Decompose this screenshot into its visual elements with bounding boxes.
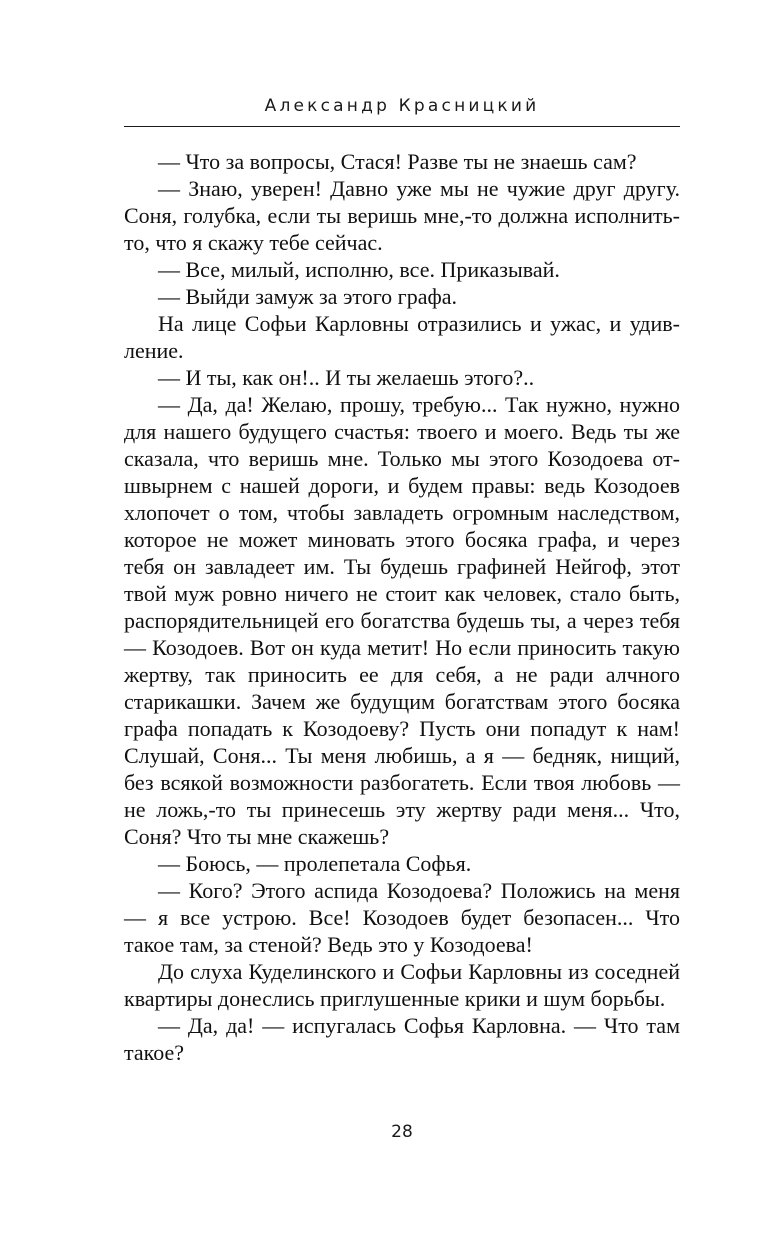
paragraph: До слуха Куделинского и Софьи Карловны из соседней квартиры донеслись приглушенные крики и шум борьбы. — [124, 959, 680, 1011]
paragraph: — Все, милый, исполню, все. Приказывай. — [158, 257, 560, 282]
paragraph: — Да, да! Желаю, прошу, требую... Так нужно, нужно для нашего будущего счастья: твоего и моего. Ведь ты же сказала, что веришь мне. Только мы этого Козодоева отшвырнем с нашей дороги, и будем правы: ведь Козодоев хлопочет о том, чтобы завладеть огромным наследством, которое не может миновать этого босяка графа, и через тебя он завладеет им. Ты будешь графиней Нейгоф, этот твой муж ровно ничего не стоит как человек, стало быть, распорядительницей его богатства будешь ты, а через тебя — Козодоев. Вот он куда метит! Но если приносить такую жертву, так приносить ее для себя, а не ради алчного старикашки. Зачем же будущим богатствам этого босяка графа попадать к Козодоеву? Пусть они попадут к нам! Слушай, Соня... Ты меня любишь, а я — бедняк, нищий, без всякой возможности разбогатеть. Если твоя любовь — не ложь,-то ты принесешь эту жертву ради меня... Что, Соня? Что ты мне скажешь? — [124, 392, 680, 849]
paragraph: — Да, да! — испугалась Софья Карловна. — Что там такое? — [124, 1013, 680, 1065]
body-text — [124, 148, 680, 1066]
paragraph: На лице Софьи Карловны отразились и ужас, и удивление. — [124, 311, 680, 363]
page-number: 28 — [391, 1122, 413, 1142]
paragraph: — Что за вопросы, Стася! Разве ты не знаешь сам? — [158, 149, 637, 174]
paragraph: — Выйди замуж за этого графа. — [158, 284, 457, 309]
paragraph: — Знаю, уверен! Давно уже мы не чужие друг другу. Соня, голубка, если ты веришь мне,-то должна исполнить-то, что я скажу тебе сейчас. — [124, 176, 680, 255]
running-title: Александр Красницкий — [264, 96, 540, 116]
paragraph: — Боюсь, — пролепетала Софья. — [158, 851, 472, 876]
header-rule — [124, 126, 680, 127]
paragraph: — Кого? Этого аспида Козодоева? Положись на меня — я все устрою. Все! Козодоев будет безопасен... Что такое там, за стеной? Ведь это у Козодоева! — [124, 878, 680, 957]
paragraph: — И ты, как он!.. И ты желаешь этого?.. — [158, 365, 535, 390]
